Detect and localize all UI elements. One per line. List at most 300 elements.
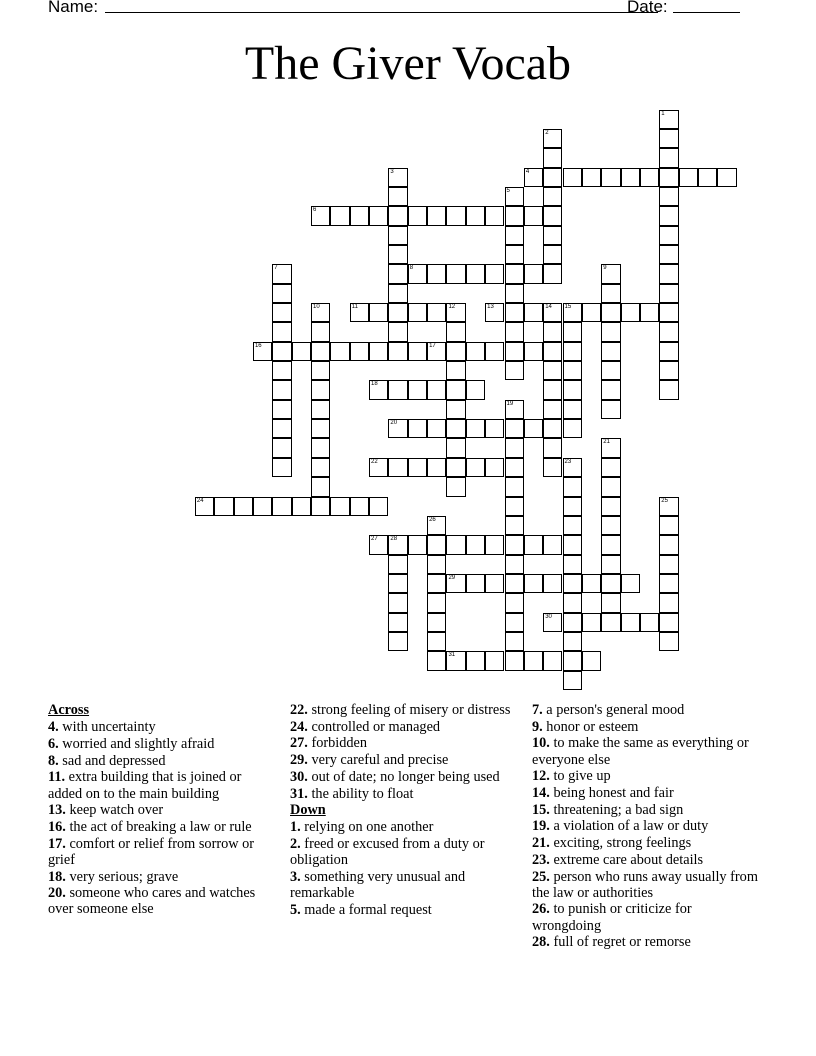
crossword-cell[interactable] xyxy=(524,535,543,554)
crossword-cell[interactable] xyxy=(446,361,465,380)
crossword-cell[interactable] xyxy=(272,438,291,457)
crossword-cell[interactable] xyxy=(601,613,620,632)
crossword-cell[interactable] xyxy=(505,264,524,283)
crossword-cell[interactable] xyxy=(563,303,582,322)
crossword-cell[interactable] xyxy=(659,264,678,283)
crossword-cell[interactable] xyxy=(272,264,291,283)
crossword-cell[interactable] xyxy=(272,497,291,516)
crossword-cell[interactable] xyxy=(505,187,524,206)
crossword-cell[interactable] xyxy=(446,400,465,419)
crossword-cell[interactable] xyxy=(601,497,620,516)
down-heading: Down xyxy=(290,802,326,819)
crossword-cell[interactable] xyxy=(369,535,388,554)
crossword-cell[interactable] xyxy=(388,574,407,593)
crossword-cell[interactable] xyxy=(388,380,407,399)
crossword-cell[interactable] xyxy=(524,303,543,322)
crossword-cell[interactable] xyxy=(446,322,465,341)
crossword-cell[interactable] xyxy=(505,400,524,419)
crossword-cell[interactable] xyxy=(543,361,562,380)
crossword-cell[interactable] xyxy=(388,342,407,361)
crossword-cell[interactable] xyxy=(563,458,582,477)
clue-item xyxy=(532,852,762,868)
crossword-cell[interactable] xyxy=(446,574,465,593)
crossword-cell[interactable] xyxy=(563,535,582,554)
crossword-cell[interactable] xyxy=(543,303,562,322)
crossword-cell[interactable] xyxy=(311,206,330,225)
crossword-cell[interactable] xyxy=(659,342,678,361)
crossword-cell[interactable] xyxy=(543,380,562,399)
clue-num: 11. xyxy=(48,769,66,786)
crossword-cell[interactable] xyxy=(292,497,311,516)
crossword-cell[interactable] xyxy=(446,342,465,361)
crossword-cell[interactable] xyxy=(253,497,272,516)
crossword-cell[interactable] xyxy=(543,322,562,341)
crossword-cell[interactable] xyxy=(427,574,446,593)
crossword-cell[interactable] xyxy=(505,651,524,670)
crossword-cell[interactable] xyxy=(505,245,524,264)
crossword-cell[interactable] xyxy=(582,168,601,187)
crossword-cell[interactable] xyxy=(466,380,485,399)
crossword-cell[interactable] xyxy=(601,264,620,283)
crossword-cell[interactable] xyxy=(427,264,446,283)
clue-text: very serious; grave xyxy=(65,868,179,885)
crossword-cell[interactable] xyxy=(388,555,407,574)
crossword-cell[interactable] xyxy=(659,206,678,225)
crossword-cell[interactable] xyxy=(311,361,330,380)
crossword-cell[interactable] xyxy=(601,574,620,593)
crossword-cell[interactable] xyxy=(272,458,291,477)
crossword-cell[interactable] xyxy=(601,477,620,496)
crossword-cell[interactable] xyxy=(466,342,485,361)
crossword-cell[interactable] xyxy=(601,303,620,322)
crossword-cell[interactable] xyxy=(543,168,562,187)
crossword-cell[interactable] xyxy=(485,264,504,283)
crossword-cell[interactable] xyxy=(659,613,678,632)
crossword-cell[interactable] xyxy=(505,535,524,554)
crossword-cell[interactable] xyxy=(388,613,407,632)
crossword-cell[interactable] xyxy=(369,206,388,225)
crossword-cell[interactable] xyxy=(659,148,678,167)
crossword-cell[interactable] xyxy=(408,264,427,283)
crossword-cell[interactable] xyxy=(543,226,562,245)
crossword-cell[interactable] xyxy=(563,593,582,612)
crossword-cell[interactable] xyxy=(485,206,504,225)
crossword-cell[interactable] xyxy=(388,168,407,187)
crossword-cell[interactable] xyxy=(659,284,678,303)
crossword-cell[interactable] xyxy=(563,380,582,399)
crossword-cell[interactable] xyxy=(369,303,388,322)
crossword-cell[interactable] xyxy=(659,516,678,535)
crossword-cell[interactable] xyxy=(543,651,562,670)
crossword-cell[interactable] xyxy=(640,613,659,632)
crossword-cell[interactable] xyxy=(601,458,620,477)
crossword-cell[interactable] xyxy=(601,400,620,419)
crossword-cell[interactable] xyxy=(601,168,620,187)
crossword-cell[interactable] xyxy=(543,148,562,167)
crossword-cell[interactable] xyxy=(563,651,582,670)
clue-num: 21. xyxy=(532,835,550,852)
across-heading: Across xyxy=(48,702,90,718)
crossword-cell[interactable] xyxy=(272,361,291,380)
clue-text: the ability to float xyxy=(307,785,414,802)
crossword-cell[interactable] xyxy=(408,342,427,361)
crossword-cell[interactable] xyxy=(311,419,330,438)
crossword-cell[interactable] xyxy=(214,497,233,516)
crossword-cell[interactable] xyxy=(369,380,388,399)
crossword-cell[interactable] xyxy=(659,380,678,399)
crossword-cell[interactable] xyxy=(543,245,562,264)
crossword-cell[interactable] xyxy=(466,264,485,283)
crossword-cell[interactable] xyxy=(601,516,620,535)
date-label: Date: xyxy=(627,0,668,16)
crossword-cell[interactable] xyxy=(601,535,620,554)
clue-number: 26 xyxy=(429,516,436,523)
crossword-cell[interactable] xyxy=(446,651,465,670)
crossword-cell[interactable] xyxy=(601,284,620,303)
crossword-cell[interactable] xyxy=(485,535,504,554)
crossword-cell[interactable] xyxy=(427,593,446,612)
crossword-cell[interactable] xyxy=(563,322,582,341)
clue-text: to punish or criticize for wrongdoing xyxy=(532,901,692,934)
crossword-cell[interactable] xyxy=(408,458,427,477)
crossword-cell[interactable] xyxy=(640,168,659,187)
crossword-cell[interactable] xyxy=(427,342,446,361)
crossword-cell[interactable] xyxy=(505,226,524,245)
clue-item xyxy=(48,769,273,801)
crossword-cell[interactable] xyxy=(272,400,291,419)
crossword-cell[interactable] xyxy=(350,303,369,322)
crossword-cell[interactable] xyxy=(466,206,485,225)
crossword-cell[interactable] xyxy=(466,651,485,670)
crossword-cell[interactable] xyxy=(621,168,640,187)
crossword-cell[interactable] xyxy=(621,574,640,593)
crossword-cell[interactable] xyxy=(427,419,446,438)
crossword-cell[interactable] xyxy=(659,497,678,516)
crossword-cell[interactable] xyxy=(543,129,562,148)
crossword-cell[interactable] xyxy=(408,303,427,322)
crossword-cell[interactable] xyxy=(659,129,678,148)
clue-text: strong feeling of misery or distress xyxy=(307,702,511,718)
crossword-cell[interactable] xyxy=(601,322,620,341)
clue-number: 10 xyxy=(313,304,320,310)
crossword-cell[interactable] xyxy=(543,458,562,477)
crossword-cell[interactable] xyxy=(505,477,524,496)
crossword-cell[interactable] xyxy=(427,535,446,554)
crossword-cell[interactable] xyxy=(563,497,582,516)
crossword-cell[interactable] xyxy=(330,497,349,516)
crossword-cell[interactable] xyxy=(659,593,678,612)
crossword-cell[interactable] xyxy=(659,574,678,593)
crossword-cell[interactable] xyxy=(659,245,678,264)
crossword-cell[interactable] xyxy=(446,477,465,496)
crossword-cell[interactable] xyxy=(659,322,678,341)
crossword-cell[interactable] xyxy=(717,168,736,187)
crossword-cell[interactable] xyxy=(311,342,330,361)
crossword-cell[interactable] xyxy=(388,206,407,225)
crossword-cell[interactable] xyxy=(446,419,465,438)
crossword-cell[interactable] xyxy=(563,168,582,187)
clue-text: worried and slightly afraid xyxy=(58,735,215,752)
crossword-cell[interactable] xyxy=(485,303,504,322)
clue-num: 28. xyxy=(532,934,550,951)
crossword-cell[interactable] xyxy=(505,206,524,225)
crossword-cell[interactable] xyxy=(311,322,330,341)
crossword-cell[interactable] xyxy=(601,380,620,399)
crossword-cell[interactable] xyxy=(311,303,330,322)
crossword-cell[interactable] xyxy=(350,206,369,225)
crossword-cell[interactable] xyxy=(524,342,543,361)
crossword-cell[interactable] xyxy=(427,651,446,670)
crossword-cell[interactable] xyxy=(505,497,524,516)
crossword-cell[interactable] xyxy=(485,574,504,593)
crossword-cell[interactable] xyxy=(582,651,601,670)
crossword-cell[interactable] xyxy=(272,284,291,303)
clue-item xyxy=(48,819,273,835)
crossword-cell[interactable] xyxy=(601,361,620,380)
page-title: The Giver Vocab xyxy=(244,37,572,90)
crossword-cell[interactable] xyxy=(388,245,407,264)
crossword-cell[interactable] xyxy=(330,342,349,361)
clue-number: 4 xyxy=(525,168,530,175)
crossword-cell[interactable] xyxy=(311,400,330,419)
crossword-cell[interactable] xyxy=(601,342,620,361)
crossword-cell[interactable] xyxy=(659,303,678,322)
crossword-cell[interactable] xyxy=(272,322,291,341)
clue-number: 27 xyxy=(371,536,378,543)
crossword-cell[interactable] xyxy=(446,264,465,283)
crossword-cell[interactable] xyxy=(369,458,388,477)
crossword-cell[interactable] xyxy=(543,613,562,632)
crossword-cell[interactable] xyxy=(621,303,640,322)
crossword-cell[interactable] xyxy=(505,593,524,612)
clue-item xyxy=(290,819,515,835)
crossword-cell[interactable] xyxy=(543,187,562,206)
crossword-cell[interactable] xyxy=(505,342,524,361)
crossword-cell[interactable] xyxy=(543,574,562,593)
crossword-cell[interactable] xyxy=(485,651,504,670)
clue-number: 17 xyxy=(429,342,436,349)
clue-column-3 xyxy=(532,702,762,951)
crossword-cell[interactable] xyxy=(427,516,446,535)
crossword-cell[interactable] xyxy=(388,303,407,322)
crossword-cell[interactable] xyxy=(311,477,330,496)
crossword-cell[interactable] xyxy=(388,535,407,554)
crossword-cell[interactable] xyxy=(234,497,253,516)
crossword-cell[interactable] xyxy=(272,342,291,361)
crossword-cell[interactable] xyxy=(427,632,446,651)
crossword-cell[interactable] xyxy=(195,497,214,516)
crossword-cell[interactable] xyxy=(446,535,465,554)
crossword-cell[interactable] xyxy=(408,380,427,399)
clue-number: 2 xyxy=(545,129,549,136)
crossword-cell[interactable] xyxy=(485,458,504,477)
crossword-cell[interactable] xyxy=(253,342,272,361)
crossword-cell[interactable] xyxy=(543,535,562,554)
crossword-cell[interactable] xyxy=(369,342,388,361)
crossword-cell[interactable] xyxy=(311,458,330,477)
crossword-cell[interactable] xyxy=(446,380,465,399)
crossword-cell[interactable] xyxy=(427,458,446,477)
clue-number: 29 xyxy=(448,574,456,581)
crossword-cell[interactable] xyxy=(388,264,407,283)
crossword-cell[interactable] xyxy=(388,187,407,206)
crossword-cell[interactable] xyxy=(408,206,427,225)
crossword-cell[interactable] xyxy=(601,555,620,574)
clue-item xyxy=(532,802,762,818)
crossword-cell[interactable] xyxy=(330,206,349,225)
crossword-cell[interactable] xyxy=(543,419,562,438)
crossword-cell[interactable] xyxy=(659,632,678,651)
crossword-cell[interactable] xyxy=(563,477,582,496)
crossword-cell[interactable] xyxy=(505,419,524,438)
clue-text: something very unusual and remarkable xyxy=(290,869,466,902)
clue-number: 9 xyxy=(603,265,607,272)
crossword-cell[interactable] xyxy=(505,458,524,477)
crossword-cell[interactable] xyxy=(369,497,388,516)
crossword-cell[interactable] xyxy=(388,284,407,303)
crossword-cell[interactable] xyxy=(659,187,678,206)
crossword-cell[interactable] xyxy=(543,400,562,419)
crossword-cell[interactable] xyxy=(563,419,582,438)
crossword-cell[interactable] xyxy=(388,226,407,245)
crossword-cell[interactable] xyxy=(601,593,620,612)
crossword-cell[interactable] xyxy=(659,168,678,187)
crossword-cell[interactable] xyxy=(388,419,407,438)
clue-item xyxy=(290,786,515,802)
crossword-cell[interactable] xyxy=(427,613,446,632)
crossword-cell[interactable] xyxy=(311,497,330,516)
clue-item xyxy=(532,869,762,901)
crossword-cell[interactable] xyxy=(427,555,446,574)
crossword-cell[interactable] xyxy=(505,361,524,380)
crossword-cell[interactable] xyxy=(505,322,524,341)
crossword-cell[interactable] xyxy=(563,555,582,574)
crossword-cell[interactable] xyxy=(292,342,311,361)
crossword-cell[interactable] xyxy=(485,419,504,438)
crossword-cell[interactable] xyxy=(466,458,485,477)
crossword-cell[interactable] xyxy=(272,419,291,438)
crossword-cell[interactable] xyxy=(388,322,407,341)
crossword-cell[interactable] xyxy=(563,671,582,690)
clue-num: 31. xyxy=(290,785,308,802)
crossword-cell[interactable] xyxy=(446,438,465,457)
clue-num: 27. xyxy=(290,735,308,752)
crossword-cell[interactable] xyxy=(659,226,678,245)
crossword-cell[interactable] xyxy=(505,438,524,457)
crossword-cell[interactable] xyxy=(311,438,330,457)
crossword-cell[interactable] xyxy=(524,264,543,283)
clue-text: out of date; no longer being used xyxy=(307,768,500,785)
crossword-cell[interactable] xyxy=(466,419,485,438)
crossword-cell[interactable] xyxy=(563,632,582,651)
crossword-cell[interactable] xyxy=(543,206,562,225)
crossword-cell[interactable] xyxy=(543,342,562,361)
crossword-cell[interactable] xyxy=(505,303,524,322)
crossword-cell[interactable] xyxy=(640,303,659,322)
crossword-cell[interactable] xyxy=(563,342,582,361)
crossword-cell[interactable] xyxy=(601,438,620,457)
crossword-cell[interactable] xyxy=(388,593,407,612)
crossword-cell[interactable] xyxy=(505,613,524,632)
crossword-cell[interactable] xyxy=(659,110,678,129)
crossword-cell[interactable] xyxy=(446,206,465,225)
clue-text: a violation of a law or duty xyxy=(549,818,709,835)
clue-num: 29. xyxy=(290,752,308,769)
clue-num: 12. xyxy=(532,768,550,785)
crossword-cell[interactable] xyxy=(350,342,369,361)
clue-num: 3. xyxy=(290,869,301,886)
crossword-cell[interactable] xyxy=(659,535,678,554)
crossword-cell[interactable] xyxy=(563,574,582,593)
clue-item xyxy=(532,702,762,718)
crossword-cell[interactable] xyxy=(524,206,543,225)
crossword-cell[interactable] xyxy=(563,361,582,380)
clue-number: 1 xyxy=(661,110,665,117)
crossword-cell[interactable] xyxy=(659,361,678,380)
crossword-cell[interactable] xyxy=(388,458,407,477)
clue-item xyxy=(532,835,762,851)
clue-text: comfort or relief from sorrow or grief xyxy=(48,835,255,868)
crossword-cell[interactable] xyxy=(505,284,524,303)
crossword-cell[interactable] xyxy=(505,516,524,535)
crossword-cell[interactable] xyxy=(524,651,543,670)
crossword-cell[interactable] xyxy=(427,380,446,399)
clue-num: 30. xyxy=(290,768,308,785)
crossword-cell[interactable] xyxy=(563,613,582,632)
crossword-cell[interactable] xyxy=(659,555,678,574)
crossword-cell[interactable] xyxy=(272,303,291,322)
crossword-cell[interactable] xyxy=(524,574,543,593)
crossword-cell[interactable] xyxy=(408,535,427,554)
clue-item xyxy=(532,785,762,801)
clue-number: 24 xyxy=(196,497,204,504)
crossword-cell[interactable] xyxy=(543,264,562,283)
crossword-cell[interactable] xyxy=(582,303,601,322)
clue-item xyxy=(290,836,515,868)
crossword-cell[interactable] xyxy=(466,574,485,593)
crossword-cell[interactable] xyxy=(446,458,465,477)
clue-number: 14 xyxy=(545,304,552,310)
crossword-cell[interactable] xyxy=(621,613,640,632)
crossword-cell[interactable] xyxy=(698,168,717,187)
clue-number: 19 xyxy=(506,400,514,407)
crossword-cell[interactable] xyxy=(427,206,446,225)
crossword-cell[interactable] xyxy=(563,400,582,419)
crossword-cell[interactable] xyxy=(272,380,291,399)
crossword-cell[interactable] xyxy=(350,497,369,516)
crossword-cell[interactable] xyxy=(466,535,485,554)
crossword-cell[interactable] xyxy=(311,380,330,399)
crossword-cell[interactable] xyxy=(524,168,543,187)
crossword-cell[interactable] xyxy=(524,419,543,438)
crossword-cell[interactable] xyxy=(505,632,524,651)
crossword-cell[interactable] xyxy=(563,516,582,535)
crossword-cell[interactable] xyxy=(388,632,407,651)
crossword-cell[interactable] xyxy=(582,613,601,632)
crossword-cell[interactable] xyxy=(505,574,524,593)
crossword-cell[interactable] xyxy=(505,555,524,574)
crossword-cell[interactable] xyxy=(446,303,465,322)
crossword-cell[interactable] xyxy=(408,419,427,438)
crossword-cell[interactable] xyxy=(679,168,698,187)
clue-number: 21 xyxy=(603,439,610,446)
crossword-cell[interactable] xyxy=(582,574,601,593)
crossword-cell[interactable] xyxy=(427,303,446,322)
crossword-cell[interactable] xyxy=(485,342,504,361)
crossword-cell[interactable] xyxy=(543,438,562,457)
clue-number: 20 xyxy=(390,420,398,427)
clue-num: 25. xyxy=(532,868,550,885)
